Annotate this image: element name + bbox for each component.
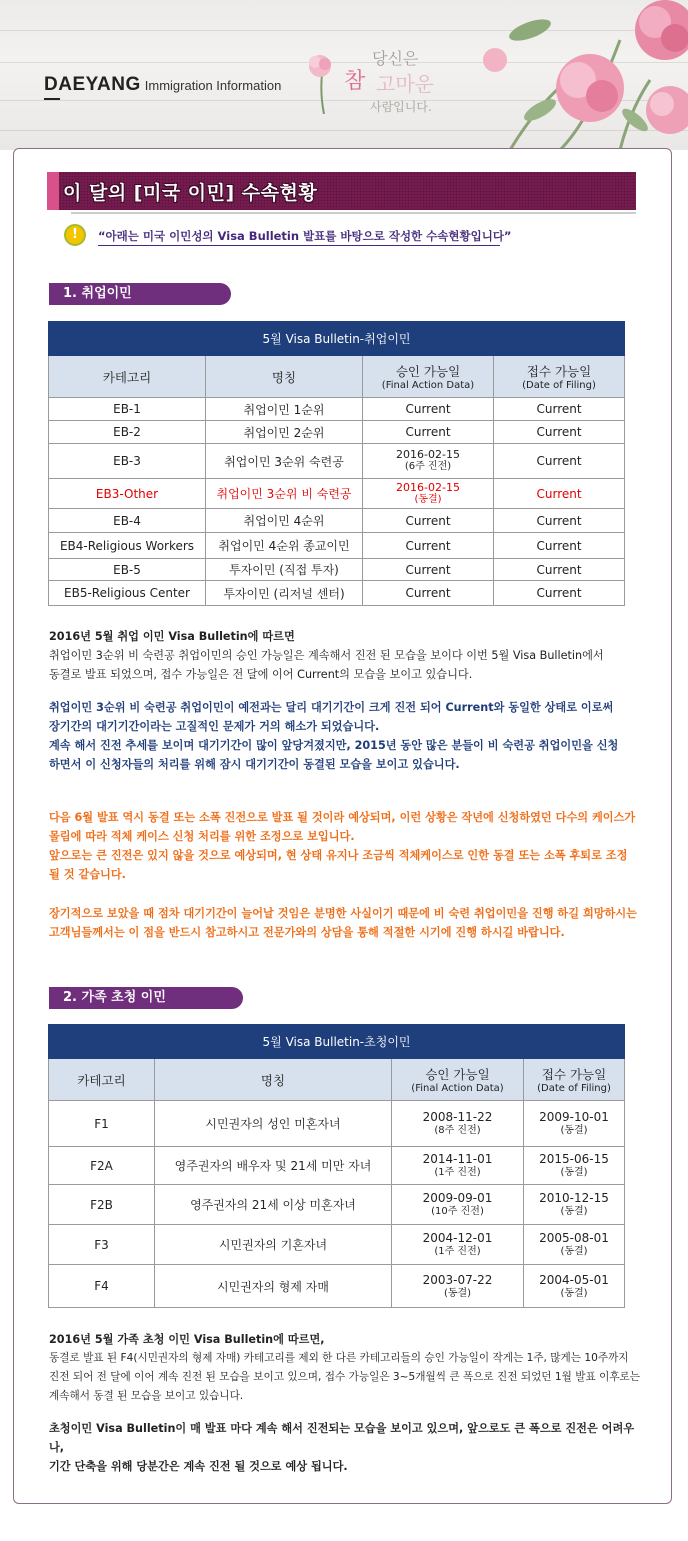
table-caption-row bbox=[49, 322, 625, 356]
slogan bbox=[340, 46, 450, 126]
table-caption: 5월 Visa Bulletin-초청이민 bbox=[49, 1025, 625, 1059]
header-category: 카테고리 bbox=[49, 356, 206, 398]
employment-analysis: 취업이민 3순위 비 숙련공 취업이민이 예전과는 달리 대기기간이 크게 진전 되어 Current와 동일한 상태로 이로써 장기간의 대기기간이라는 고질적인 문제가 거의 해소가 되었습니다. 계속 해서 진전 추세를 보이며 대기기간이 많이 앞당겨졌지만, 2015년 동안 많은 분들이 비 숙련공 취업이민을 신청 하면서 이 신청자들의 처리를 위해 잠시 대기기간이 동결된 모습을 보이고 있습니다. bbox=[49, 701, 619, 771]
table-row: F2B 영주권자의 21세 이상 미혼자녀 2009-09-01 (10주 진전) 2010-12-15 (동결) bbox=[49, 1185, 625, 1225]
employment-table bbox=[48, 321, 625, 606]
table-row-highlight: EB3-Other 취업이민 3순위 비 숙련공 2016-02-15 (동결) Current bbox=[49, 479, 625, 509]
brand-logo[interactable] bbox=[44, 74, 281, 96]
table-row: F3 시민권자의 기혼자녀 2004-12-01 (1주 진전) 2005-08-01 (동결) bbox=[49, 1225, 625, 1265]
section-employment-label: 1. 취업이민 bbox=[49, 283, 231, 305]
table-row: EB-4 취업이민 4순위 Current Current bbox=[49, 509, 625, 533]
intro-note: “아래는 미국 이민성의 Visa Bulletin 발표를 바탕으로 작성한 수속현황입니다” bbox=[98, 229, 512, 243]
employment-summary: 2016년 5월 취업 이민 Visa Bulletin에 따르면 취업이민 3순위 비 숙련공 취업이민의 승인 가능일은 계속해서 진전 된 모습을 보이다 이번 5월 Visa Bulletin에서 동결로 발표 되었으며, 접수 가능일은 전 달에 이어 Current의 모습을 보이고 있습니다. bbox=[49, 630, 604, 681]
table-row: EB-2 취업이민 2순위 Current Current bbox=[49, 421, 625, 444]
intro-note-underline bbox=[98, 245, 500, 246]
table-row: EB-5 투자이민 (직접 투자) Current Current bbox=[49, 559, 625, 581]
slogan-line-2: 참 bbox=[344, 69, 366, 94]
carnation-bouquet-icon bbox=[470, 0, 688, 150]
family-table bbox=[48, 1024, 625, 1308]
slogan-line-3: 고마운 bbox=[376, 72, 434, 96]
table-row: EB-3 취업이민 3순위 숙련공 2016-02-15 (6주 진전) Current bbox=[49, 444, 625, 479]
header-filing: 접수 가능일 (Date of Filing) bbox=[524, 1059, 625, 1101]
family-forecast: 초청이민 Visa Bulletin이 매 발표 마다 계속 해서 진전되는 모습을 보이고 있으며, 앞으로도 큰 폭으로 진전은 어려우나, 기간 단축을 위해 당분간은 계속 진전 될 것으로 예상 됩니다. bbox=[49, 1422, 635, 1473]
section-family-label: 2. 가족 초청 이민 bbox=[49, 987, 243, 1009]
brand-name: DAEYANG bbox=[44, 74, 141, 95]
exclamation-icon: ! bbox=[64, 224, 86, 246]
table-caption-row bbox=[49, 1025, 625, 1059]
header-final-action: 승인 가능일 (Final Action Data) bbox=[392, 1059, 524, 1101]
header-banner bbox=[0, 0, 688, 150]
header-name: 명칭 bbox=[155, 1059, 392, 1101]
title-underline bbox=[71, 212, 636, 214]
table-row: F4 시민권자의 형제 자매 2003-07-22 (동결) 2004-05-01 (동결) bbox=[49, 1265, 625, 1308]
table-row: EB-1 취업이민 1순위 Current Current bbox=[49, 398, 625, 421]
slogan-line-1: 당신은 bbox=[372, 49, 419, 68]
slogan-line-4: 사람입니다. bbox=[370, 100, 432, 114]
table-header-row bbox=[49, 1059, 625, 1101]
title-bar-accent bbox=[47, 172, 59, 210]
carnation-small-icon bbox=[300, 44, 340, 114]
header-filing: 접수 가능일 (Date of Filing) bbox=[494, 356, 625, 398]
brand-subtitle: Immigration Information bbox=[144, 78, 282, 93]
table-row: EB4-Religious Workers 취업이민 4순위 종교이민 Current Current bbox=[49, 533, 625, 559]
family-summary: 2016년 5월 가족 초청 이민 Visa Bulletin에 따르면, 동결로 발표 된 F4(시민권자의 형제 자매) 카테고리를 제외 한 다른 카테고리들의 승인 가능일이 작게는 1주, 많게는 10주까지 진전 되어 전 달에 이어 계속 진전 된 모습을 보이고 있으며, 접수 가능일은 3~5개월씩 큰 폭으로 진전 되었던 1월 발표 이후로는 계속해서 동결 된 모습을 보이고 있습니다. bbox=[49, 1333, 641, 1402]
header-category: 카테고리 bbox=[49, 1059, 155, 1101]
employment-forecast: 다음 6월 발표 역시 동결 또는 소폭 진전으로 발표 될 것이라 예상되며, 이런 상황은 작년에 신청하였던 다수의 케이스가 몰림에 따라 적체 케이스 신청 처리를 위한 조정으로 보입니다. 앞으로는 큰 진전은 있지 않을 것으로 예상되며, 현 상태 유지나 조금씩 적체케이스로 인한 동결 또는 소폭 후퇴로 조정 될 것 같습니다. bbox=[49, 811, 636, 881]
table-header-row bbox=[49, 356, 625, 398]
table-row: EB5-Religious Center 투자이민 (리저널 센터) Current Current bbox=[49, 581, 625, 606]
table-row: F1 시민권자의 성인 미혼자녀 2008-11-22 (8주 진전) 2009-10-01 (동결) bbox=[49, 1101, 625, 1147]
header-name: 명칭 bbox=[206, 356, 363, 398]
table-caption: 5월 Visa Bulletin-취업이민 bbox=[49, 322, 625, 356]
table-row: F2A 영주권자의 배우자 및 21세 미만 자녀 2014-11-01 (1주 진전) 2015-06-15 (동결) bbox=[49, 1147, 625, 1185]
brand-underline bbox=[44, 98, 60, 100]
page-title: 이 달의 [미국 이민] 수속현황 bbox=[63, 182, 318, 204]
employment-advice: 장기적으로 보았을 때 점차 대기기간이 늘어날 것임은 분명한 사실이기 때문에 비 숙련 취업이민을 진행 하길 희망하시는 고객님들께서는 이 점을 반드시 참고하시고 전문가와의 상담을 통해 적절한 시기에 진행 하시길 바랍니다. bbox=[49, 907, 637, 939]
header-final-action: 승인 가능일 (Final Action Data) bbox=[363, 356, 494, 398]
